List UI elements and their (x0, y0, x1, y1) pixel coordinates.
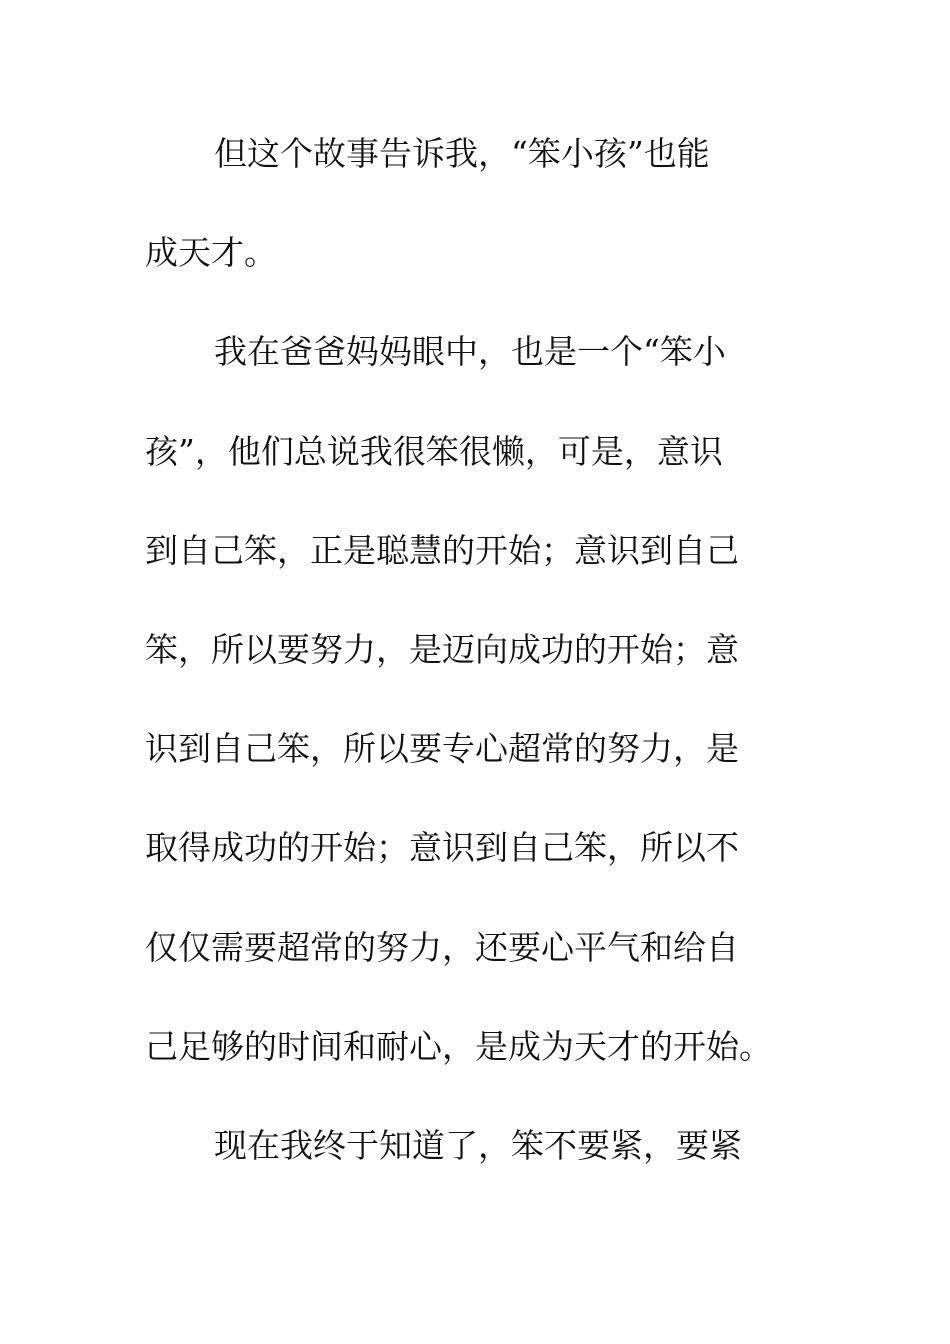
paragraph-2-line-8: 己足够的时间和耐心，是成为天才的开始。 (145, 1027, 772, 1066)
paragraph-1-line-1: 但这个故事告诉我，“笨小孩”也能 (214, 134, 710, 173)
paragraph-2-line-7: 仅仅需要超常的努力，还要心平气和给自 (145, 928, 739, 967)
paragraph-1-line-2: 成天才。 (145, 233, 277, 272)
paragraph-2-line-1: 我在爸爸妈妈眼中，也是一个“笨小 (214, 332, 726, 371)
paragraph-2-line-2: 孩”，他们总说我很笨很懒，可是，意识 (145, 432, 723, 471)
paragraph-2-line-5: 识到自己笨，所以要专心超常的努力，是 (145, 729, 739, 768)
paragraph-2-line-6: 取得成功的开始；意识到自己笨，所以不 (145, 828, 739, 867)
paragraph-3-line-1: 现在我终于知道了，笨不要紧，要紧 (214, 1126, 742, 1165)
paragraph-2-line-4: 笨，所以要努力，是迈向成功的开始；意 (145, 630, 739, 669)
paragraph-2-line-3: 到自己笨，正是聪慧的开始；意识到自己 (145, 531, 739, 570)
